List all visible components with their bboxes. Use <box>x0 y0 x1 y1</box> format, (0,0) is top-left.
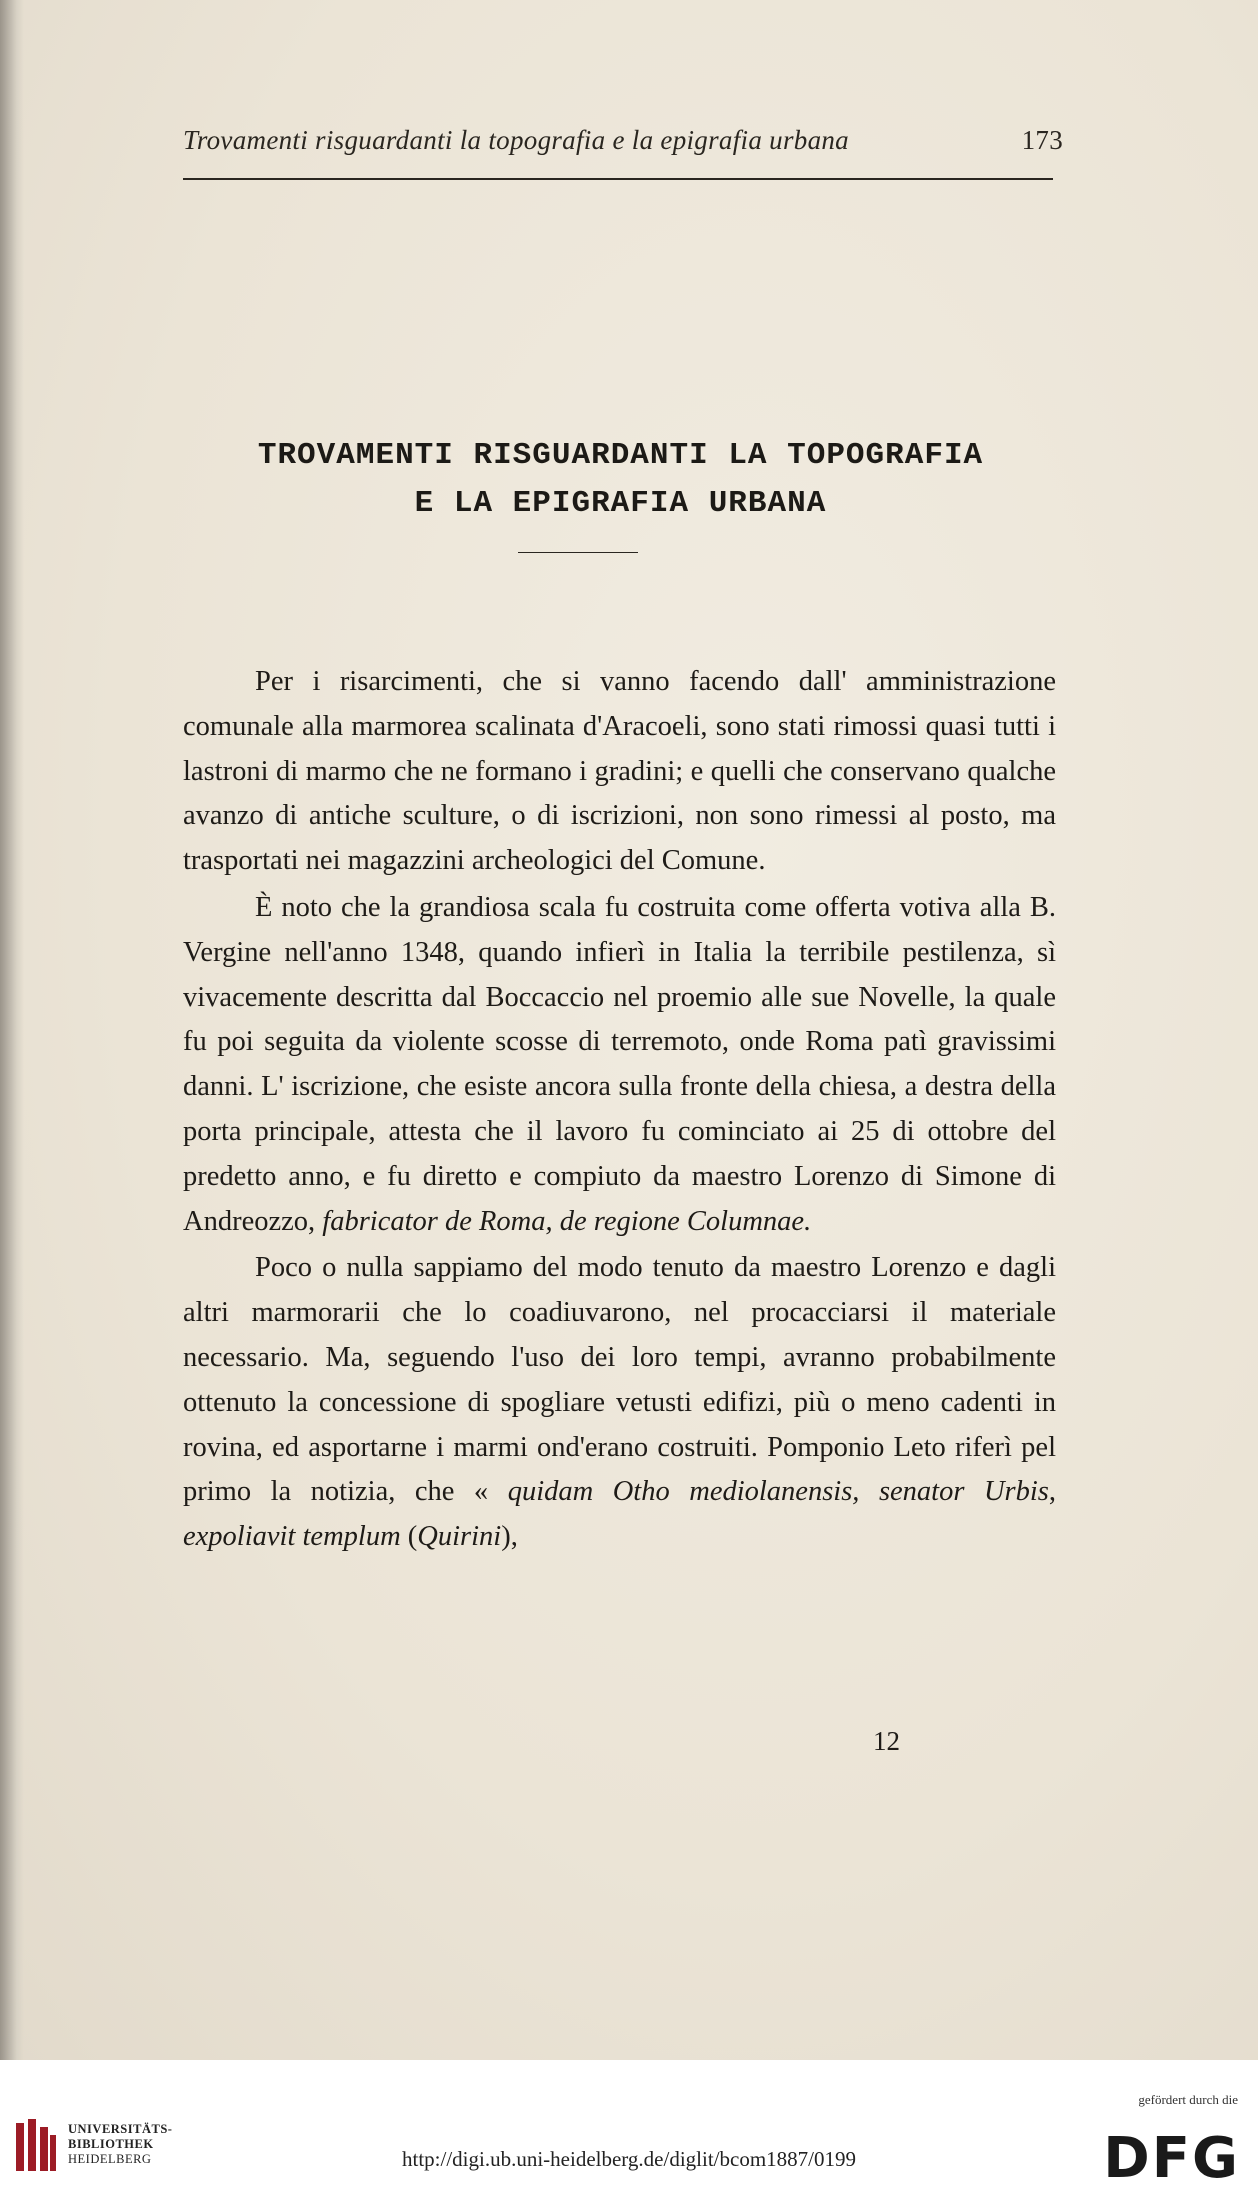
paragraph-3-paren-close: ), <box>501 1521 518 1553</box>
gathering-signature: 12 <box>873 1726 900 1756</box>
article-title-line2: E LA EPIGRAFIA URBANA <box>414 486 827 521</box>
title-rule <box>518 552 638 553</box>
paragraph-3-italic-2: expoliavit templum <box>183 1521 401 1553</box>
body-text <box>183 660 1056 1560</box>
paragraph-3-text: Poco o nulla sappiamo del modo tenuto da maestro Lorenzo e dagli altri marmorarii che lo coadiuvarono, nel procacciarsi il materiale necessario. Ma, seguendo l'uso dei loro tempi, avranno probabilmente ottenuto la concessione di spogliare vetusti edifizi, più o meno cadenti in rovina, ed asportarne i marmi ond'erano costruiti. Pomponio Leto riferì pel primo la notizia, che « <box>183 1252 1056 1508</box>
paragraph-3-italic-1: quidam Otho mediolanensis, senator Urbis <box>507 1476 1049 1508</box>
library-line3: HEIDELBERG <box>68 2152 152 2166</box>
article-title <box>183 432 1058 528</box>
paragraph-3 <box>183 1246 1056 1560</box>
library-line2: BIBLIOTHEK <box>68 2137 154 2151</box>
paragraph-2-text: È noto che la grandiosa scala fu costruita come offerta votiva alla B. Vergine nell'anno 1348, quando infierì in Italia la terribile pestilenza, sì vivacemente descritta dal Boccaccio nel proemio alle sue Novelle, la quale fu poi seguita da violente scosse di terremoto, onde Roma patì gravissimi danni. L' iscrizione, che esiste ancora sulla fronte della chiesa, a destra della porta principale, attesta che il lavoro fu cominciato ai 25 di ottobre del predetto anno, e fu diretto e compiuto da maestro Lorenzo di Simone di Andreozzo, <box>183 891 1056 1237</box>
paragraph-3-sep-1: , <box>1048 1476 1057 1508</box>
paragraph-1-text: Per i risarcimenti, che si vanno facendo dall' amministrazione comunale alla marmorea scalinata d'Aracoeli, sono stati rimossi quasi tutti i lastroni di marmo che ne formano i gradini; e quelli che conservano qualche avanzo di antiche sculture, o di iscrizioni, non sono rimessi al posto, ma trasportati nei magazzini archeologici del Comune. <box>183 666 1056 877</box>
viewer-footer <box>0 2060 1258 2197</box>
paragraph-1 <box>183 660 1056 884</box>
header-rule <box>183 178 1053 180</box>
article-title-line1: TROVAMENTI RISGUARDANTI LA TOPOGRAFIA <box>257 438 984 473</box>
dfg-logo: DFG <box>1103 2126 1240 2191</box>
running-head-title: Trovamenti risguardanti la topografia e la epigrafia urbana <box>183 125 849 155</box>
book-spine-shadow <box>0 0 24 2060</box>
permalink-url[interactable]: http://digi.ub.uni-heidelberg.de/diglit/bcom1887/0199 <box>402 2147 856 2171</box>
running-head <box>183 125 1063 156</box>
library-line1: UNIVERSITÄTS- <box>68 2122 173 2136</box>
paragraph-3-italic-3: Quirini <box>417 1521 502 1553</box>
paragraph-3-paren-open: ( <box>407 1521 418 1553</box>
funder-note: gefördert durch die <box>1138 2092 1238 2107</box>
page-number: 173 <box>1021 125 1063 155</box>
paragraph-2 <box>183 886 1056 1244</box>
paragraph-2-italic: fabricator de Roma, de regione Columnae. <box>322 1205 812 1237</box>
